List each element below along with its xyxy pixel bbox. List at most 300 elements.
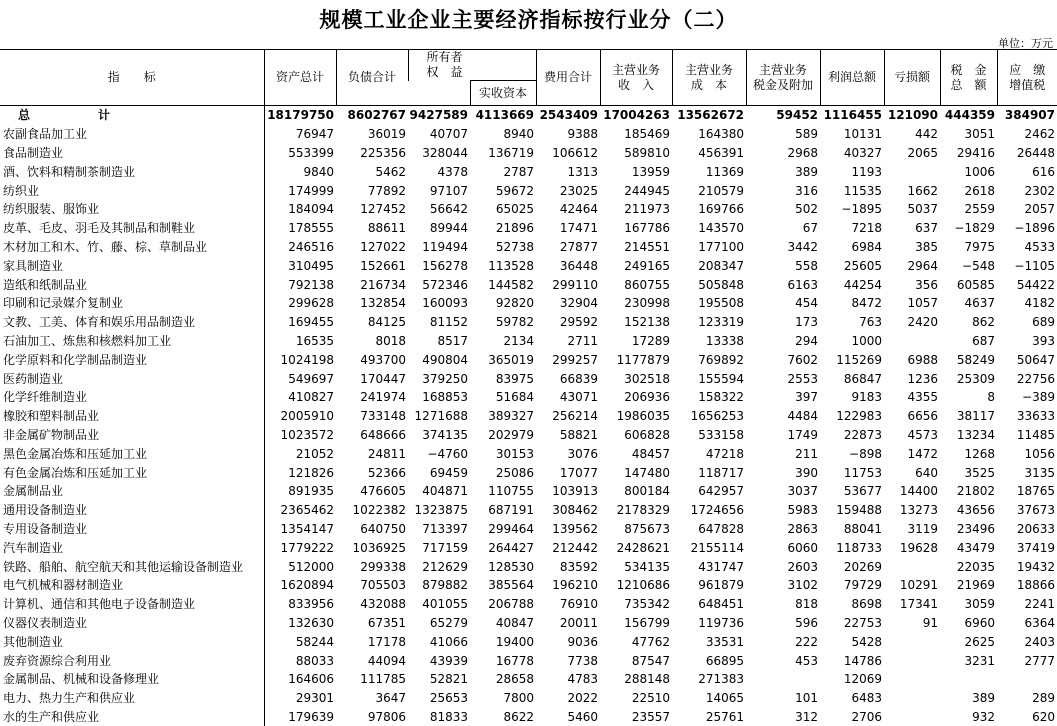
cell-tax-total: 8 (940, 388, 997, 407)
cell-cost: 14065 (672, 689, 746, 708)
cell-expenses: 66839 (536, 369, 600, 388)
cell-vat: 2462 (997, 125, 1057, 144)
cell-paid-capital: 365019 (470, 350, 536, 369)
cell-loss: 6988 (884, 350, 940, 369)
cell-tax-total: 58249 (940, 350, 997, 369)
table-row (0, 426, 1057, 445)
cell-assets: 246516 (264, 238, 336, 257)
cell-tax-total: 25309 (940, 369, 997, 388)
cell-expenses: 17471 (536, 219, 600, 238)
cell-liabilities: 705503 (336, 576, 408, 595)
cell-vat: 2403 (997, 632, 1057, 651)
cell-tax-surcharge: 596 (746, 614, 820, 633)
cell-tax-surcharge: 2863 (746, 520, 820, 539)
cell-liabilities: 225356 (336, 144, 408, 163)
cell-tax-total: −548 (940, 256, 997, 275)
cell-owner-equity: 713397 (408, 520, 470, 539)
cell-profit: 14786 (820, 651, 884, 670)
cell-expenses: 29592 (536, 313, 600, 332)
cell-expenses: 9036 (536, 632, 600, 651)
cell-paid-capital: 110755 (470, 482, 536, 501)
cell-paid-capital: 59782 (470, 313, 536, 332)
cell-paid-capital: 51684 (470, 388, 536, 407)
cell-profit: 88041 (820, 520, 884, 539)
cell-revenue: 230998 (600, 294, 672, 313)
cell-cost: 271383 (672, 670, 746, 689)
cell-paid-capital: 28658 (470, 670, 536, 689)
cell-profit: 8472 (820, 294, 884, 313)
cell-vat: 20633 (997, 520, 1057, 539)
row-label: 电力、热力生产和供应业 (0, 689, 264, 708)
cell-tax-surcharge: 3102 (746, 576, 820, 595)
cell-loss: 4355 (884, 388, 940, 407)
cell-paid-capital: 52738 (470, 238, 536, 257)
header-loss: 亏损额 (884, 50, 940, 106)
header-profit: 利润总额 (820, 50, 884, 106)
cell-profit: 86847 (820, 369, 884, 388)
row-label: 农副食品加工业 (0, 125, 264, 144)
total-vat: 384907 (997, 106, 1057, 125)
cell-vat: −1896 (997, 219, 1057, 238)
cell-vat: 26448 (997, 144, 1057, 163)
cell-cost: 648451 (672, 595, 746, 614)
cell-tax-total: 2625 (940, 632, 997, 651)
cell-tax-total: 687 (940, 332, 997, 351)
cell-owner-equity: 168853 (408, 388, 470, 407)
cell-revenue: 22510 (600, 689, 672, 708)
cell-cost: 143570 (672, 219, 746, 238)
row-label: 有色金属冶炼和压延加工业 (0, 463, 264, 482)
cell-paid-capital: 92820 (470, 294, 536, 313)
total-label (0, 106, 264, 125)
cell-paid-capital: 389327 (470, 407, 536, 426)
cell-paid-capital: 25086 (470, 463, 536, 482)
cell-loss: 1662 (884, 181, 940, 200)
cell-profit: 122983 (820, 407, 884, 426)
cell-tax-total: 60585 (940, 275, 997, 294)
cell-profit: 6984 (820, 238, 884, 257)
cell-liabilities: 67351 (336, 614, 408, 633)
row-label: 黑色金属冶炼和压延加工业 (0, 444, 264, 463)
cell-vat: 22756 (997, 369, 1057, 388)
cell-revenue: 606828 (600, 426, 672, 445)
cell-loss (884, 689, 940, 708)
cell-liabilities: 8018 (336, 332, 408, 351)
cell-paid-capital: 202979 (470, 426, 536, 445)
cell-vat: 689 (997, 313, 1057, 332)
cell-cost: 210579 (672, 181, 746, 200)
cell-revenue: 47762 (600, 632, 672, 651)
row-label: 仪器仪表制造业 (0, 614, 264, 633)
cell-paid-capital: 59672 (470, 181, 536, 200)
cell-profit: 118733 (820, 538, 884, 557)
cell-assets: 553399 (264, 144, 336, 163)
row-label: 废弃资源综合利用业 (0, 651, 264, 670)
cell-loss: 17341 (884, 595, 940, 614)
table-row (0, 595, 1057, 614)
row-label: 食品制造业 (0, 144, 264, 163)
cell-owner-equity: 97107 (408, 181, 470, 200)
table-row (0, 708, 1057, 726)
total-label-a: 总 (18, 108, 30, 122)
cell-tax-total: 6960 (940, 614, 997, 633)
cell-revenue: 2428621 (600, 538, 672, 557)
cell-paid-capital: 8940 (470, 125, 536, 144)
row-label: 化学纤维制造业 (0, 388, 264, 407)
cell-profit: 22753 (820, 614, 884, 633)
cell-loss: 1472 (884, 444, 940, 463)
cell-revenue: 214551 (600, 238, 672, 257)
cell-owner-equity: 328044 (408, 144, 470, 163)
cell-tax-total: 3525 (940, 463, 997, 482)
cell-tax-surcharge: 502 (746, 200, 820, 219)
cell-tax-surcharge: 1749 (746, 426, 820, 445)
cell-expenses: 58821 (536, 426, 600, 445)
cell-loss: 14400 (884, 482, 940, 501)
row-label: 金属制品业 (0, 482, 264, 501)
cell-loss: 2065 (884, 144, 940, 163)
cell-loss (884, 708, 940, 726)
cell-revenue: 302518 (600, 369, 672, 388)
cell-cost: 11369 (672, 162, 746, 181)
cell-profit: 22873 (820, 426, 884, 445)
table-row (0, 407, 1057, 426)
cell-expenses: 36448 (536, 256, 600, 275)
cell-cost: 66895 (672, 651, 746, 670)
unit-label: 单位：万元 (998, 35, 1053, 51)
cell-revenue: 152138 (600, 313, 672, 332)
cell-liabilities: 648666 (336, 426, 408, 445)
cell-vat: 2057 (997, 200, 1057, 219)
table-row (0, 388, 1057, 407)
cell-vat: 6364 (997, 614, 1057, 633)
cell-vat: 54422 (997, 275, 1057, 294)
cell-expenses: 3076 (536, 444, 600, 463)
cell-profit: −898 (820, 444, 884, 463)
cell-profit: 53677 (820, 482, 884, 501)
cell-loss: 3119 (884, 520, 940, 539)
cell-owner-equity: 572346 (408, 275, 470, 294)
total-row (0, 106, 1057, 125)
cell-loss (884, 632, 940, 651)
cell-revenue: 206936 (600, 388, 672, 407)
cell-cost: 47218 (672, 444, 746, 463)
cell-assets: 310495 (264, 256, 336, 275)
cell-assets: 76947 (264, 125, 336, 144)
cell-vat: 11485 (997, 426, 1057, 445)
cell-tax-total: 13234 (940, 426, 997, 445)
cell-profit: 159488 (820, 501, 884, 520)
cell-tax-total: 2559 (940, 200, 997, 219)
cell-tax-surcharge: 2553 (746, 369, 820, 388)
cell-liabilities: 36019 (336, 125, 408, 144)
cell-revenue: 147480 (600, 463, 672, 482)
cell-expenses: 23025 (536, 181, 600, 200)
cell-revenue: 860755 (600, 275, 672, 294)
cell-profit: 115269 (820, 350, 884, 369)
header-expenses: 费用合计 (536, 50, 600, 106)
cell-loss: 2964 (884, 256, 940, 275)
table-row (0, 632, 1057, 651)
cell-cost: 1724656 (672, 501, 746, 520)
table-row (0, 200, 1057, 219)
cell-expenses: 27877 (536, 238, 600, 257)
cell-profit: 44254 (820, 275, 884, 294)
cell-liabilities: 640750 (336, 520, 408, 539)
cell-liabilities: 3647 (336, 689, 408, 708)
cell-expenses: 139562 (536, 520, 600, 539)
header-revenue: 主营业务 收 入 (600, 50, 672, 106)
cell-tax-surcharge: 389 (746, 162, 820, 181)
cell-liabilities: 476605 (336, 482, 408, 501)
cell-assets: 9840 (264, 162, 336, 181)
header-tax-surcharge: 主营业务 税金及附加 (746, 50, 820, 106)
cell-revenue: 244945 (600, 181, 672, 200)
cell-cost: 118717 (672, 463, 746, 482)
cell-loss: 6656 (884, 407, 940, 426)
cell-tax-total: 3231 (940, 651, 997, 670)
cell-revenue: 1177879 (600, 350, 672, 369)
cell-expenses: 17077 (536, 463, 600, 482)
cell-assets: 174999 (264, 181, 336, 200)
cell-tax-total: 1268 (940, 444, 997, 463)
cell-paid-capital: 264427 (470, 538, 536, 557)
cell-owner-equity: 1323875 (408, 501, 470, 520)
cell-paid-capital: 113528 (470, 256, 536, 275)
cell-cost: 155594 (672, 369, 746, 388)
cell-cost: 33531 (672, 632, 746, 651)
cell-tax-surcharge: 6163 (746, 275, 820, 294)
cell-tax-surcharge: 4484 (746, 407, 820, 426)
cell-tax-total: 1006 (940, 162, 997, 181)
cell-loss: 2420 (884, 313, 940, 332)
cell-loss (884, 651, 940, 670)
cell-paid-capital: 385564 (470, 576, 536, 595)
cell-expenses: 43071 (536, 388, 600, 407)
cell-profit: −1895 (820, 200, 884, 219)
cell-vat: 3135 (997, 463, 1057, 482)
cell-vat: 620 (997, 708, 1057, 726)
cell-cost: 164380 (672, 125, 746, 144)
cell-profit: 11535 (820, 181, 884, 200)
cell-profit: 9183 (820, 388, 884, 407)
row-label: 纺织服装、服饰业 (0, 200, 264, 219)
cell-liabilities: 733148 (336, 407, 408, 426)
cell-revenue: 249165 (600, 256, 672, 275)
cell-tax-total: 3051 (940, 125, 997, 144)
table-row (0, 350, 1057, 369)
cell-tax-total: 23496 (940, 520, 997, 539)
cell-revenue: 185469 (600, 125, 672, 144)
cell-tax-total: 2618 (940, 181, 997, 200)
cell-tax-surcharge (746, 670, 820, 689)
cell-liabilities: 52366 (336, 463, 408, 482)
cell-paid-capital: 7800 (470, 689, 536, 708)
cell-owner-equity: 25653 (408, 689, 470, 708)
cell-profit: 25605 (820, 256, 884, 275)
table-row (0, 332, 1057, 351)
row-label: 化学原料和化学制品制造业 (0, 350, 264, 369)
cell-expenses: 2711 (536, 332, 600, 351)
cell-revenue: 1210686 (600, 576, 672, 595)
cell-tax-surcharge: 390 (746, 463, 820, 482)
cell-owner-equity: 1271688 (408, 407, 470, 426)
row-label: 专用设备制造业 (0, 520, 264, 539)
cell-owner-equity: 717159 (408, 538, 470, 557)
cell-liabilities: 77892 (336, 181, 408, 200)
cell-tax-total (940, 670, 997, 689)
cell-tax-surcharge: 312 (746, 708, 820, 726)
cell-profit: 763 (820, 313, 884, 332)
cell-tax-surcharge: 818 (746, 595, 820, 614)
cell-cost: 195508 (672, 294, 746, 313)
cell-assets: 184094 (264, 200, 336, 219)
cell-profit: 40327 (820, 144, 884, 163)
row-label: 橡胶和塑料制品业 (0, 407, 264, 426)
cell-assets: 410827 (264, 388, 336, 407)
cell-liabilities: 97806 (336, 708, 408, 726)
table-row (0, 651, 1057, 670)
cell-tax-surcharge: 3037 (746, 482, 820, 501)
cell-vat: 616 (997, 162, 1057, 181)
row-label: 造纸和纸制品业 (0, 275, 264, 294)
cell-tax-surcharge: 211 (746, 444, 820, 463)
cell-liabilities: 493700 (336, 350, 408, 369)
cell-expenses: 196210 (536, 576, 600, 595)
cell-vat: 2777 (997, 651, 1057, 670)
cell-assets: 164606 (264, 670, 336, 689)
header-owner-spacer (408, 81, 470, 106)
cell-loss: 637 (884, 219, 940, 238)
cell-cost: 456391 (672, 144, 746, 163)
total-revenue: 17004263 (600, 106, 672, 125)
header-assets: 资产总计 (264, 50, 336, 106)
total-tax-surcharge: 59452 (746, 106, 820, 125)
row-label: 计算机、通信和其他电子设备制造业 (0, 595, 264, 614)
cell-paid-capital: 2787 (470, 162, 536, 181)
cell-paid-capital: 40847 (470, 614, 536, 633)
cell-paid-capital: 144582 (470, 275, 536, 294)
cell-revenue: 156799 (600, 614, 672, 633)
cell-liabilities: 132854 (336, 294, 408, 313)
cell-expenses: 42464 (536, 200, 600, 219)
cell-paid-capital: 687191 (470, 501, 536, 520)
cell-vat: 1056 (997, 444, 1057, 463)
cell-expenses: 9388 (536, 125, 600, 144)
cell-vat: 4182 (997, 294, 1057, 313)
cell-tax-total: 43479 (940, 538, 997, 557)
cell-profit: 8698 (820, 595, 884, 614)
cell-liabilities: 299338 (336, 557, 408, 576)
cell-revenue: 875673 (600, 520, 672, 539)
table-body (0, 106, 1057, 726)
table-row (0, 520, 1057, 539)
cell-tax-surcharge: 2603 (746, 557, 820, 576)
cell-assets: 792138 (264, 275, 336, 294)
cell-tax-total: 38117 (940, 407, 997, 426)
cell-liabilities: 5462 (336, 162, 408, 181)
cell-expenses: 83592 (536, 557, 600, 576)
cell-tax-surcharge: 316 (746, 181, 820, 200)
table-row (0, 463, 1057, 482)
cell-assets: 1354147 (264, 520, 336, 539)
cell-tax-surcharge: 589 (746, 125, 820, 144)
total-assets: 18179750 (264, 106, 336, 125)
cell-profit: 12069 (820, 670, 884, 689)
cell-liabilities: 17178 (336, 632, 408, 651)
table-row (0, 162, 1057, 181)
cell-assets: 1779222 (264, 538, 336, 557)
cell-cost: 169766 (672, 200, 746, 219)
cell-tax-total: 7975 (940, 238, 997, 257)
cell-liabilities: 88611 (336, 219, 408, 238)
cell-profit: 10131 (820, 125, 884, 144)
cell-paid-capital: 30153 (470, 444, 536, 463)
cell-cost: 431747 (672, 557, 746, 576)
cell-profit: 20269 (820, 557, 884, 576)
total-label-b: 计 (98, 108, 110, 122)
total-tax-total: 444359 (940, 106, 997, 125)
page-title: 规模工业企业主要经济指标按行业分（二） (0, 4, 1057, 34)
cell-paid-capital: 19400 (470, 632, 536, 651)
total-paid-capital: 4113669 (470, 106, 536, 125)
cell-loss: 10291 (884, 576, 940, 595)
table-row (0, 614, 1057, 633)
cell-tax-total: 21802 (940, 482, 997, 501)
cell-owner-equity: 43939 (408, 651, 470, 670)
cell-tax-total: −1829 (940, 219, 997, 238)
cell-expenses: 1313 (536, 162, 600, 181)
cell-cost: 647828 (672, 520, 746, 539)
table-row (0, 576, 1057, 595)
cell-vat: 393 (997, 332, 1057, 351)
cell-liabilities: 24811 (336, 444, 408, 463)
cell-expenses: 103913 (536, 482, 600, 501)
cell-vat: −389 (997, 388, 1057, 407)
cell-owner-equity: 374135 (408, 426, 470, 445)
cell-profit: 1000 (820, 332, 884, 351)
cell-cost: 177100 (672, 238, 746, 257)
cell-owner-equity: 81152 (408, 313, 470, 332)
cell-profit: 2706 (820, 708, 884, 726)
cell-cost: 208347 (672, 256, 746, 275)
row-label: 其他制造业 (0, 632, 264, 651)
header-owner-equity-text: 所有者 权 益 (427, 50, 463, 79)
total-cost: 13562672 (672, 106, 746, 125)
cell-expenses: 106612 (536, 144, 600, 163)
cell-assets: 2005910 (264, 407, 336, 426)
cell-tax-surcharge: 3442 (746, 238, 820, 257)
cell-cost: 119736 (672, 614, 746, 633)
total-owner-equity: 9427589 (408, 106, 470, 125)
cell-assets: 833956 (264, 595, 336, 614)
cell-vat: −1105 (997, 256, 1057, 275)
cell-assets: 1023572 (264, 426, 336, 445)
table-row (0, 444, 1057, 463)
header-liabilities: 负债合计 (336, 50, 408, 106)
cell-owner-equity: 490804 (408, 350, 470, 369)
cell-tax-surcharge: 101 (746, 689, 820, 708)
table-row (0, 144, 1057, 163)
row-label: 电气机械和器材制造业 (0, 576, 264, 595)
cell-liabilities: 1022382 (336, 501, 408, 520)
cell-paid-capital: 83975 (470, 369, 536, 388)
cell-liabilities: 127022 (336, 238, 408, 257)
total-profit: 1116455 (820, 106, 884, 125)
cell-assets: 58244 (264, 632, 336, 651)
cell-revenue: 589810 (600, 144, 672, 163)
cell-expenses: 76910 (536, 595, 600, 614)
